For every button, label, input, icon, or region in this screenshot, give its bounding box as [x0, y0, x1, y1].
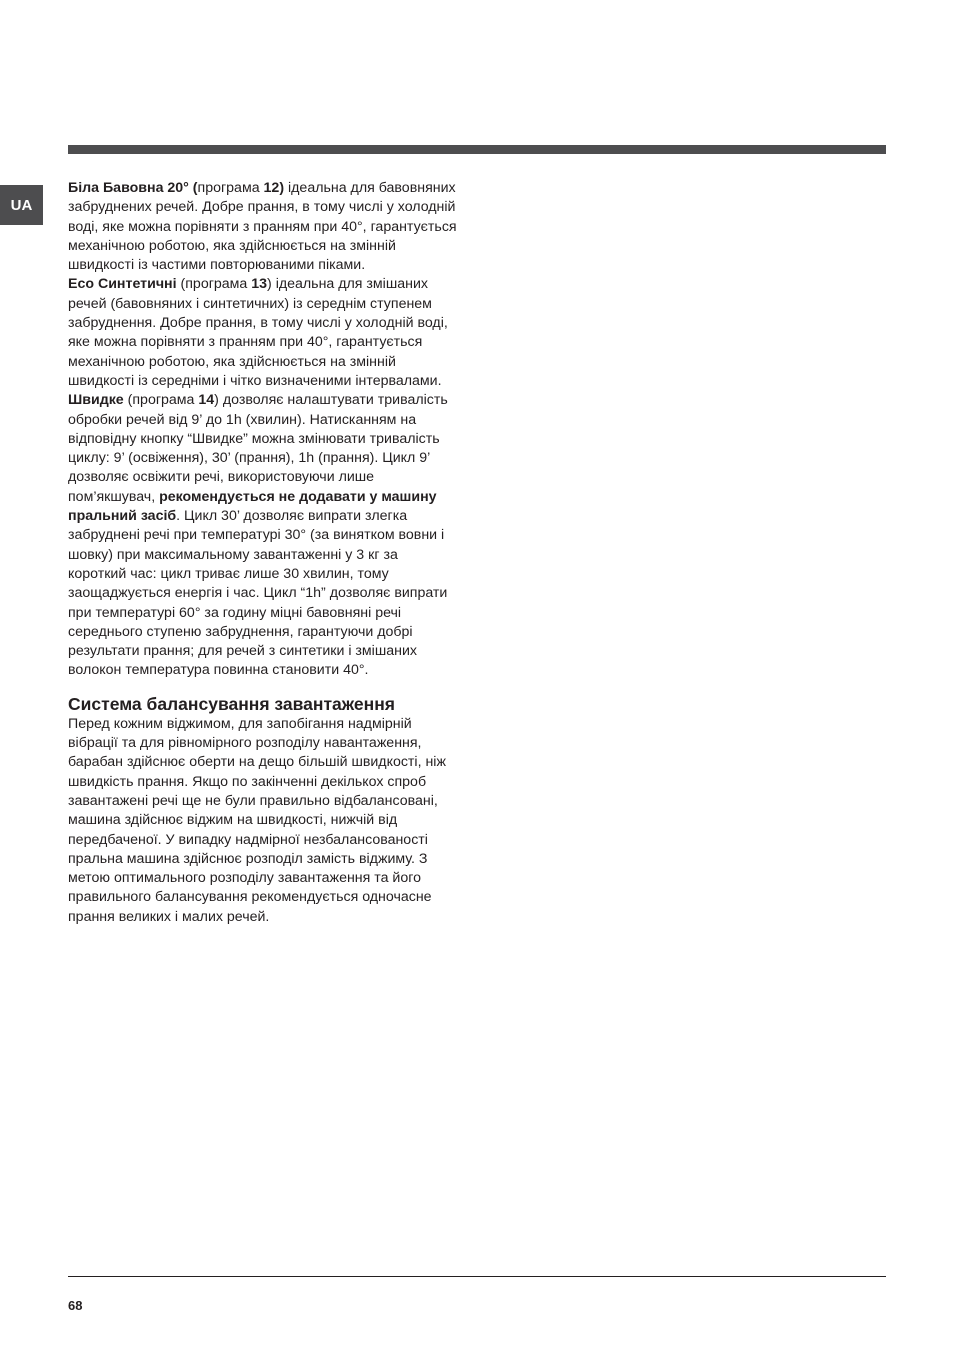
program-name: Eco Синтетичні — [68, 276, 177, 293]
page-number: 68 — [68, 1298, 83, 1313]
text-run: програма — [197, 180, 264, 196]
text-run: ) дозволяє налаштувати тривалість обробки речей від 9’ до 1h (хвилин). Натисканням на відповідну кнопку “Швидке” можна змінювати тривалість циклу: 9’ (освіження), 30’ (прання), 1h (прання). Цикл 9’ дозволяє освіжити речі, використовуючи лише пом’якшувач, — [68, 392, 448, 505]
paragraph-shvydke — [68, 391, 460, 680]
text-run: . Цикл 30’ дозволяє випрати злегка забруднені речі при температурі 30° (за винятком вовни і шовку) при максимальному завантаженні у 3 кг за короткий час: цикл триває лише 30 хвилин, тому заощаджується енергія і час. Цикл “1h” дозволяє випрати при температурі 60° за годину міцні бавовняні речі середнього ступеню забруднення, гарантуючи добрі результати прання; для речей з синтетики і змішаних волокон температура повинна становити 40°. — [68, 508, 448, 679]
text-run: (програма — [123, 392, 199, 409]
bottom-rule — [68, 1276, 886, 1277]
top-rule — [68, 145, 886, 154]
section-heading: Система балансування завантаження — [68, 693, 396, 714]
text-run: ) ідеальна для змішаних речей (бавовняних і синтетичних) із середнім ступенем забруднення. Добре прання, в тому числі у холодній воді, яке можна порівняти з пранням при 40°, гарантується механічною роботою, яка здійснюється на змінній швидкості із середніми і чітко визначеними інтервалами. — [68, 276, 448, 389]
text-run: (програма — [176, 276, 252, 293]
paragraph-eco-syntetychni — [68, 275, 460, 391]
language-tab: UA — [0, 185, 43, 225]
paragraph-bila-bavovna — [68, 179, 460, 275]
program-name: Швидке — [68, 392, 124, 409]
program-number: 14 — [198, 392, 215, 409]
program-name: Біла Бавовна 20° ( — [68, 180, 198, 196]
recommendation-emphasis: рекомендується не додавати у машину пральний засіб — [68, 488, 437, 525]
text-column — [68, 179, 460, 927]
text-run: ідеальна для бавовняних забруднених речей. Добре прання, в тому числі у холодній воді, яке можна порівняти з пранням при 40°, гарантується механічною роботою, яка здійснюється на змінній швидкості із частими повторюваними піками. — [68, 180, 457, 274]
program-number: 12) — [263, 180, 285, 196]
paragraph-balancing: Перед кожним віджимом, для запобігання надмірній вібрації та для рівномірного розподілу навантаження, барабан здійснює оберти на дещо більшій швидкості, ніж швидкість прання. Якщо по закінченні декількох спроб завантажені речі ще не були правильно відбалансовані, машина здійснює віджим на швидкості, нижчій від передбаченої. У випадку надмірної незбалансованості пральна машина здійснює розподіл замість віджиму. З метою оптимального розподілу завантаження та його правильного балансування рекомендується одночасне прання великих і малих речей. — [68, 715, 446, 925]
program-number: 13 — [251, 276, 268, 293]
